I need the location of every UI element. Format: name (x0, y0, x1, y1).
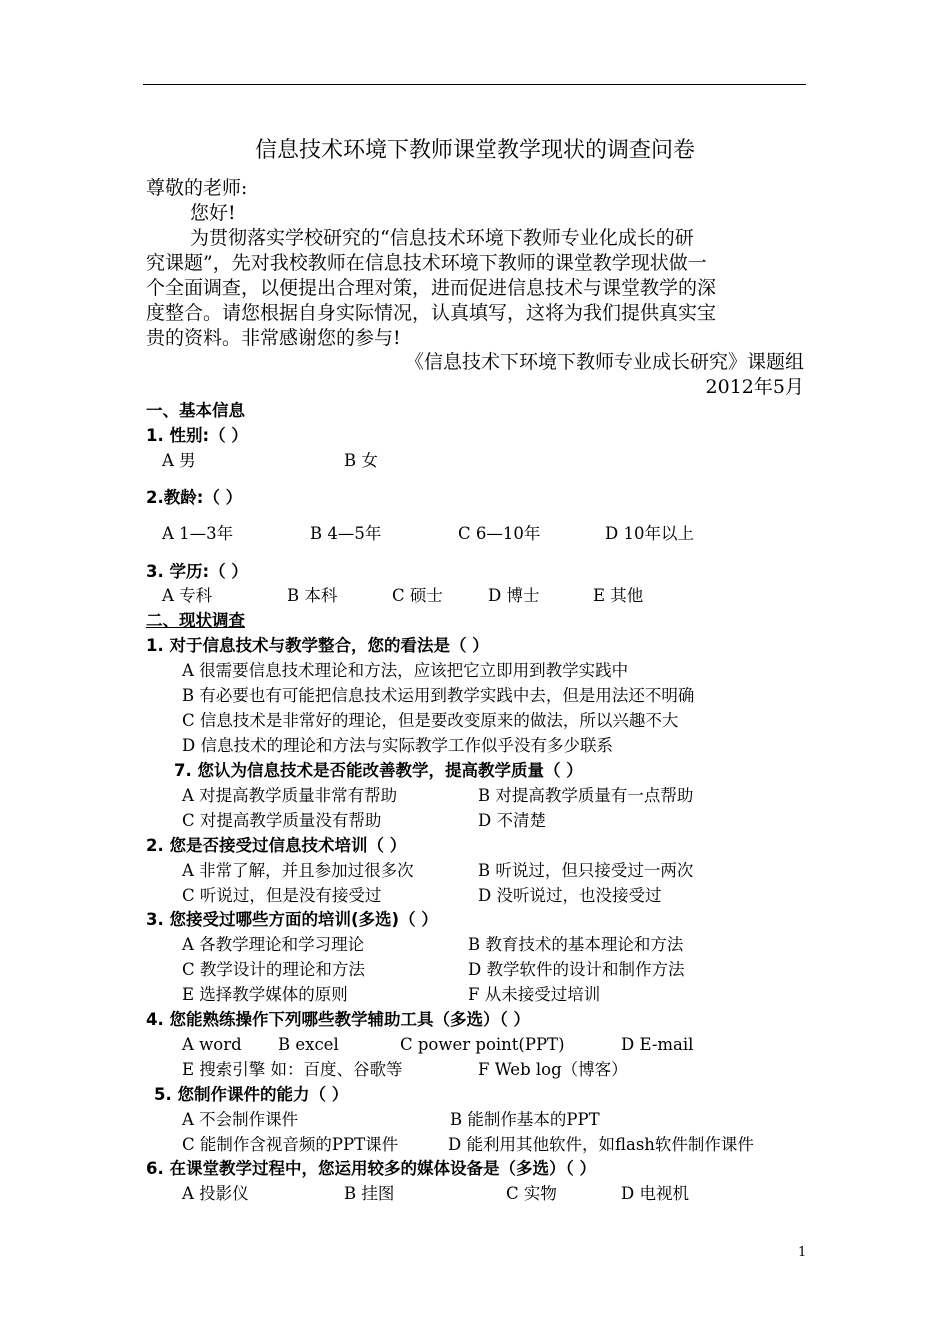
option-a: A 对提高教学质量非常有帮助 (182, 786, 398, 805)
option-b: B 听说过，但只接受过一两次 (478, 861, 694, 880)
hello: 您好! (190, 202, 236, 224)
option-d: D 教学软件的设计和制作方法 (468, 960, 685, 979)
signature: 《信息技术下环境下教师专业成长研究》课题组 (404, 351, 804, 373)
question-education: 3. 学历:（ ） (146, 562, 248, 581)
option-b: B 女 (344, 451, 378, 470)
option-e: E 其他 (593, 586, 644, 605)
page-number: 1 (798, 1245, 807, 1260)
option-c: C 教学设计的理论和方法 (182, 960, 365, 979)
option-c: C 6—10年 (458, 524, 541, 543)
option-c: C 硕士 (392, 586, 443, 605)
option-c: C 实物 (506, 1184, 557, 1203)
option-d: D 10年以上 (605, 524, 694, 543)
date: 2012年5月 (705, 376, 804, 398)
option-b: B excel (278, 1035, 339, 1054)
option-a: A 男 (162, 451, 196, 470)
option-d: D E-mail (621, 1035, 694, 1054)
question-integration-view: 1. 对于信息技术与教学整合，您的看法是（ ） (146, 636, 489, 655)
option-a: A 1—3年 (162, 524, 234, 543)
option-b: B 本科 (287, 586, 338, 605)
option-c: C 对提高教学质量没有帮助 (182, 811, 382, 830)
question-media-devices: 6. 在课堂教学过程中，您运用较多的媒体设备是（多选）（ ） (146, 1159, 596, 1178)
intro-line: 贵的资料。非常感谢您的参与! (146, 327, 401, 349)
option-d: D 电视机 (621, 1184, 689, 1203)
option-e: E 搜索引擎 如：百度、谷歌等 (182, 1060, 403, 1079)
question-gender: 1. 性别:（ ） (146, 426, 248, 445)
question-training-received: 2. 您是否接受过信息技术培训（ ） (146, 836, 407, 855)
option-a: A 专科 (162, 586, 213, 605)
question-improve-teaching: 7. 您认为信息技术是否能改善教学，提高教学质量（ ） (174, 761, 583, 780)
header-rule (143, 84, 806, 85)
intro-line: 个全面调查，以便提出合理对策，进而促进信息技术与课堂教学的深 (146, 277, 717, 299)
intro-line: 究课题”，先对我校教师在信息技术环境下教师的课堂教学现状做一 (146, 252, 707, 274)
option-f: F Web log（博客） (478, 1060, 628, 1079)
option-a: A 非常了解，并且参加过很多次 (182, 861, 414, 880)
question-training-topics: 3. 您接受过哪些方面的培训(多选)（ ） (146, 910, 438, 929)
section-current-survey: 二、现状调查 (146, 611, 245, 630)
intro-line: 为贯彻落实学校研究的“信息技术环境下教师专业化成长的研 (190, 227, 694, 249)
option-d: D 博士 (488, 586, 540, 605)
option-d: D 信息技术的理论和方法与实际教学工作似乎没有多少联系 (182, 736, 613, 755)
option-d: D 能利用其他软件，如flash软件制作课件 (448, 1135, 754, 1154)
option-b: B 有必要也有可能把信息技术运用到教学实践中去，但是用法还不明确 (182, 686, 695, 705)
option-c: C 信息技术是非常好的理论，但是要改变原来的做法，所以兴趣不大 (182, 711, 679, 730)
option-a: A 各教学理论和学习理论 (182, 935, 365, 954)
question-teaching-years: 2.教龄:（ ） (146, 488, 243, 507)
option-a: A 很需要信息技术理论和方法，应该把它立即用到教学实践中 (182, 661, 629, 680)
question-tools: 4. 您能熟练操作下列哪些教学辅助工具（多选）（ ） (146, 1010, 530, 1029)
option-f: F 从未接受过培训 (468, 985, 601, 1004)
option-c: C 听说过，但是没有接受过 (182, 886, 382, 905)
option-d: D 不清楚 (478, 811, 546, 830)
question-courseware-ability: 5. 您制作课件的能力（ ） (154, 1085, 349, 1104)
section-basic-info: 一、基本信息 (146, 401, 245, 420)
option-e: E 选择教学媒体的原则 (182, 985, 348, 1004)
option-c: C 能制作含视音频的PPT课件 (182, 1135, 399, 1154)
option-c: C power point(PPT) (400, 1035, 565, 1054)
option-a: A word (182, 1035, 242, 1054)
greeting: 尊敬的老师: (146, 177, 248, 199)
option-b: B 对提高教学质量有一点帮助 (478, 786, 694, 805)
intro-line: 度整合。请您根据自身实际情况，认真填写，这将为我们提供真实宝 (146, 302, 717, 324)
option-d: D 没听说过，也没接受过 (478, 886, 662, 905)
option-a: A 投影仪 (182, 1184, 249, 1203)
document-title: 信息技术环境下教师课堂教学现状的调查问卷 (254, 138, 695, 163)
option-b: B 挂图 (344, 1184, 395, 1203)
option-b: B 4—5年 (310, 524, 382, 543)
option-b: B 能制作基本的PPT (450, 1110, 600, 1129)
option-b: B 教育技术的基本理论和方法 (468, 935, 684, 954)
option-a: A 不会制作课件 (182, 1110, 299, 1129)
